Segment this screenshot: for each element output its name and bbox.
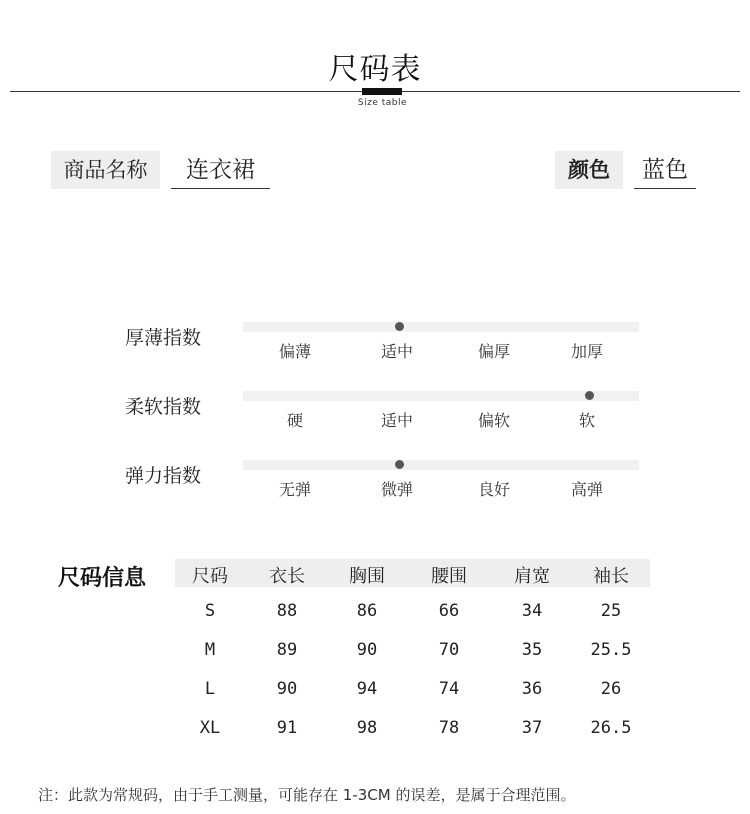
index-option: 良好 [477,480,510,499]
index-option: 偏薄 [278,342,311,361]
index-option: 无弹 [278,480,311,499]
index-option: 适中 [380,411,413,430]
index-option: 加厚 [570,342,603,361]
size-table-header-cell: 肩宽 [514,566,550,587]
measurement-cell: 25.5 [590,640,632,660]
index-track [243,460,639,470]
measurement-cell: 34 [521,601,543,621]
measurement-cell: 78 [438,718,460,738]
color-label: 颜色 [555,151,623,189]
index-option: 微弹 [380,480,413,499]
size-cell: L [204,679,216,699]
measurement-note: 注：此款为常规码，由于手工测量，可能存在 1-3CM 的误差，是属于合理范围。 [38,786,576,804]
index-label: 柔软指数 [125,396,202,418]
index-marker [395,322,404,331]
index-label: 厚薄指数 [125,327,202,349]
index-marker [585,391,594,400]
measurement-cell: 88 [276,601,298,621]
header-accent-bar [362,88,402,95]
measurement-cell: 66 [438,601,460,621]
index-option: 软 [578,411,595,430]
size-table-header-cell: 衣长 [269,566,305,587]
measurement-cell: 36 [521,679,543,699]
index-track [243,391,639,401]
size-cell: XL [199,718,221,738]
index-option: 硬 [286,411,303,430]
measurement-cell: 91 [276,718,298,738]
measurement-cell: 25 [600,601,622,621]
measurement-cell: 94 [356,679,378,699]
measurement-cell: 74 [438,679,460,699]
size-info-label: 尺码信息 [58,566,147,591]
index-option: 偏软 [477,411,510,430]
measurement-cell: 26 [600,679,622,699]
size-cell: M [204,640,216,660]
measurement-cell: 35 [521,640,543,660]
product-name-value: 连衣裙 [171,152,270,189]
index-option: 偏厚 [477,342,510,361]
size-table-header-cell: 袖长 [593,566,629,587]
color-value: 蓝色 [634,152,696,189]
measurement-cell: 98 [356,718,378,738]
size-table-header-cell: 胸围 [349,566,385,587]
index-option: 高弹 [570,480,603,499]
index-marker [395,460,404,469]
measurement-cell: 90 [356,640,378,660]
page-title: 尺码表 [328,52,422,87]
measurement-cell: 86 [356,601,378,621]
size-table-header-cell: 尺码 [192,566,228,587]
product-name-label: 商品名称 [51,151,160,189]
measurement-cell: 26.5 [590,718,632,738]
index-option: 适中 [380,342,413,361]
size-table-header-cell: 腰围 [431,566,467,587]
measurement-cell: 89 [276,640,298,660]
index-label: 弹力指数 [125,465,202,487]
measurement-cell: 37 [521,718,543,738]
size-cell: S [204,601,216,621]
measurement-cell: 70 [438,640,460,660]
measurement-cell: 90 [276,679,298,699]
page-subtitle: Size table [357,98,408,108]
index-track [243,322,639,332]
